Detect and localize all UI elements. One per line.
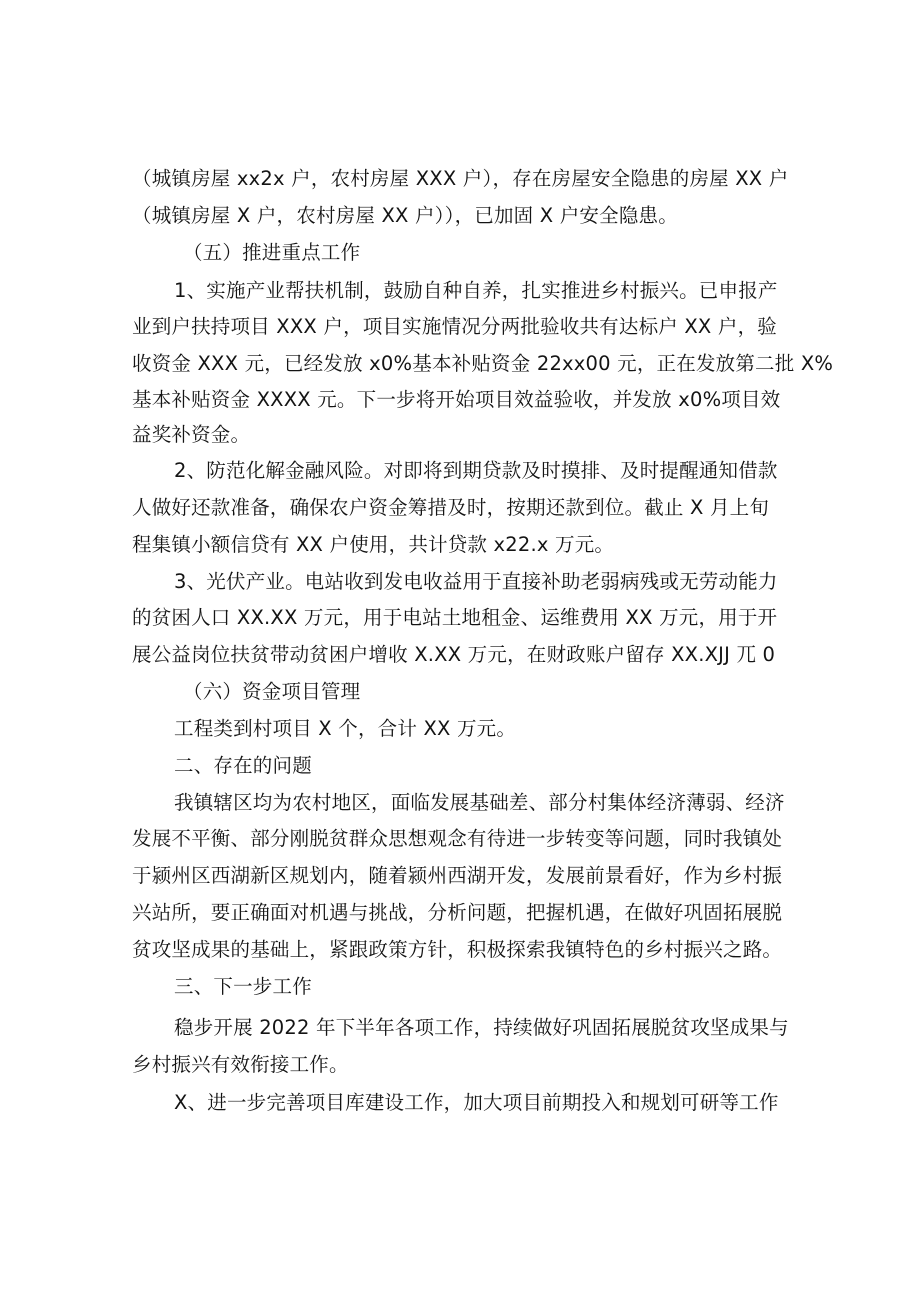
paragraph-line: 展公益岗位扶贫带动贫困户增收 X.XX 万元，在财政账户留存 XX.XJJ 兀 0 bbox=[132, 643, 776, 666]
paragraph-line: 于颍州区西湖新区规划内，随着颍州西湖开发，发展前景看好，作为乡村振 bbox=[132, 864, 783, 887]
section-heading: 二、存在的问题 bbox=[174, 754, 312, 777]
paragraph-line: 工程类到村项目 X 个，合计 XX 万元。 bbox=[174, 717, 517, 740]
section-heading: （五）推进重点工作 bbox=[183, 241, 361, 264]
paragraph-line: 人做好还款准备，确保农户资金筹措及时，按期还款到位。截止 X 月上旬 bbox=[132, 496, 770, 519]
paragraph-line: X、进一步完善项目库建设工作，加大项目前期投入和规划可研等工作 bbox=[174, 1091, 779, 1114]
paragraph-line: 业到户扶持项目 XXX 户，项目实施情况分两批验收共有达标户 XX 户，验 bbox=[132, 315, 777, 338]
paragraph-line: 益奖补资金。 bbox=[132, 423, 251, 446]
paragraph-line: 2、防范化解金融风险。对即将到期贷款及时摸排、及时提醒通知借款 bbox=[174, 459, 778, 482]
paragraph-line: 乡村振兴有效衔接工作。 bbox=[132, 1053, 349, 1076]
paragraph-line: 程集镇小额信贷有 XX 户使用，共计贷款 x22.x 万元。 bbox=[132, 533, 615, 556]
section-heading: （六）资金项目管理 bbox=[183, 680, 361, 703]
paragraph-line: （城镇房屋 X 户，农村房屋 XX 户）），已加固 X 户安全隐患。 bbox=[132, 204, 678, 227]
paragraph-line: 1、实施产业帮扶机制，鼓励自种自养，扎实推进乡村振兴。已申报产 bbox=[174, 279, 778, 302]
paragraph-line: 基本补贴资金 XXXX 元。下一步将开始项目效益验收，并发放 x0%项目效 bbox=[132, 388, 781, 411]
paragraph-line: 兴站所，要正确面对机遇与挑战，分析问题，把握机遇，在做好巩固拓展脱 bbox=[132, 901, 783, 924]
paragraph-line: （城镇房屋 xx2x 户，农村房屋 XXX 户），存在房屋安全隐患的房屋 XX 户 bbox=[132, 167, 789, 190]
paragraph-line: 贫攻坚成果的基础上，紧跟政策方针，积极探索我镇特色的乡村振兴之路。 bbox=[132, 938, 783, 961]
section-heading: 三、下一步工作 bbox=[174, 975, 312, 998]
paragraph-line: 稳步开展 2022 年下半年各项工作，持续做好巩固拓展脱贫攻坚成果与 bbox=[174, 1016, 789, 1039]
paragraph-line: 的贫困人口 XX.XX 万元，用于电站土地租金、运维费用 XX 万元，用于开 bbox=[132, 606, 778, 629]
paragraph-line: 发展不平衡、部分刚脱贫群众思想观念有待进一步转变等问题，同时我镇处 bbox=[132, 827, 783, 850]
paragraph-line: 3、光伏产业。电站收到发电收益用于直接补助老弱病残或无劳动能力 bbox=[174, 570, 778, 593]
paragraph-line: 收资金 XXX 元，已经发放 x0%基本补贴资金 22xx00 元，正在发放第二批 X% bbox=[132, 352, 834, 375]
paragraph-line: 我镇辖区均为农村地区，面临发展基础差、部分村集体经济薄弱、经济 bbox=[174, 791, 785, 814]
